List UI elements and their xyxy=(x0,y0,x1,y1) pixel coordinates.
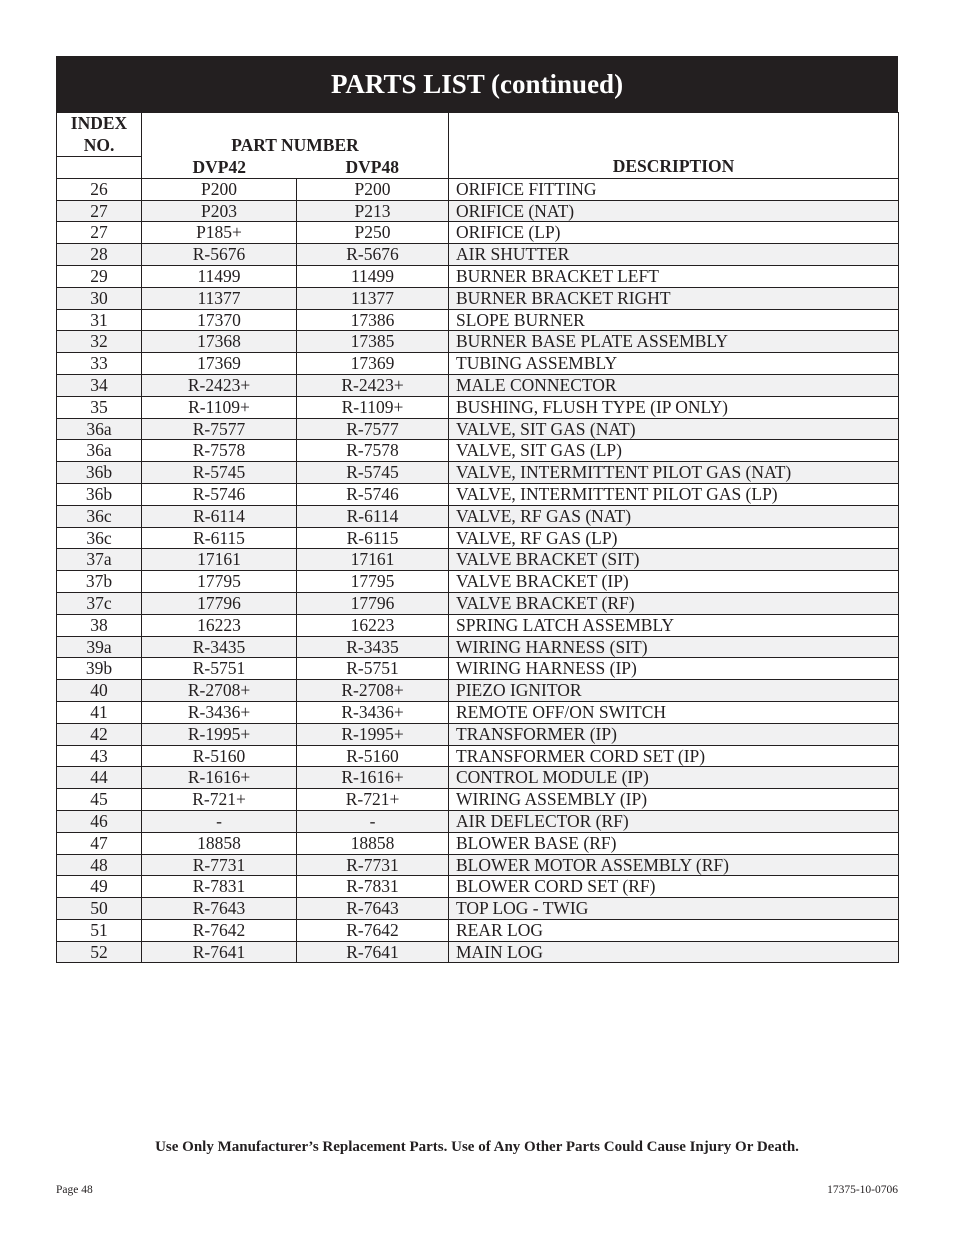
dvp48-part-cell: R-1995+ xyxy=(297,723,449,745)
dvp48-part-cell: R-7578 xyxy=(297,440,449,462)
index-cell: 39b xyxy=(57,658,142,680)
table-row xyxy=(57,483,899,505)
index-cell: 38 xyxy=(57,614,142,636)
dvp42-part-cell: R-5746 xyxy=(142,483,297,505)
dvp48-part-cell: R-7643 xyxy=(297,898,449,920)
index-cell: 35 xyxy=(57,396,142,418)
table-row xyxy=(57,265,899,287)
dvp42-part-cell: P203 xyxy=(142,200,297,222)
table-row xyxy=(57,636,899,658)
dvp48-part-cell: R-7641 xyxy=(297,941,449,963)
dvp48-part-cell: 17161 xyxy=(297,549,449,571)
dvp48-part-cell: 17795 xyxy=(297,571,449,593)
dvp42-part-cell: R-7831 xyxy=(142,876,297,898)
index-cell: 39a xyxy=(57,636,142,658)
header-row xyxy=(57,113,899,157)
index-cell: 32 xyxy=(57,331,142,353)
dvp42-part-cell: R-7643 xyxy=(142,898,297,920)
dvp48-part-cell: R-5751 xyxy=(297,658,449,680)
description-cell: BLOWER BASE (RF) xyxy=(449,832,899,854)
description-cell: AIR DEFLECTOR (RF) xyxy=(449,810,899,832)
index-cell: 37c xyxy=(57,592,142,614)
dvp42-part-cell: R-1995+ xyxy=(142,723,297,745)
dvp42-part-cell: R-6115 xyxy=(142,527,297,549)
dvp42-part-cell: R-7731 xyxy=(142,854,297,876)
table-row xyxy=(57,353,899,375)
table-row xyxy=(57,789,899,811)
dvp42-part-cell: R-5751 xyxy=(142,658,297,680)
dvp42-part-cell: R-2423+ xyxy=(142,374,297,396)
dvp48-part-cell: P213 xyxy=(297,200,449,222)
table-row xyxy=(57,832,899,854)
page-title: PARTS LIST (continued) xyxy=(56,56,898,112)
dvp42-part-cell: R-3435 xyxy=(142,636,297,658)
dvp48-part-cell: R-7642 xyxy=(297,919,449,941)
index-cell: 40 xyxy=(57,680,142,702)
table-row xyxy=(57,331,899,353)
table-row xyxy=(57,222,899,244)
index-cell: 36a xyxy=(57,440,142,462)
dvp48-part-cell: 18858 xyxy=(297,832,449,854)
description-cell: ORIFICE (LP) xyxy=(449,222,899,244)
dvp42-part-cell: R-721+ xyxy=(142,789,297,811)
description-cell: BURNER BASE PLATE ASSEMBLY xyxy=(449,331,899,353)
table-row xyxy=(57,244,899,266)
table-row xyxy=(57,440,899,462)
table-row xyxy=(57,941,899,963)
description-cell: VALVE BRACKET (RF) xyxy=(449,592,899,614)
dvp42-part-cell: R-5745 xyxy=(142,462,297,484)
description-cell: VALVE, RF GAS (LP) xyxy=(449,527,899,549)
document-number: 17375-10-0706 xyxy=(827,1184,898,1196)
dvp42-part-cell: R-7642 xyxy=(142,919,297,941)
dvp42-part-cell: R-5676 xyxy=(142,244,297,266)
dvp42-part-cell: R-5160 xyxy=(142,745,297,767)
index-cell: 36a xyxy=(57,418,142,440)
index-cell: 37a xyxy=(57,549,142,571)
dvp42-part-cell: 17796 xyxy=(142,592,297,614)
dvp42-part-cell: R-7641 xyxy=(142,941,297,963)
description-cell: VALVE, INTERMITTENT PILOT GAS (NAT) xyxy=(449,462,899,484)
table-row xyxy=(57,592,899,614)
description-cell: ORIFICE FITTING xyxy=(449,178,899,200)
table-row xyxy=(57,549,899,571)
description-cell: WIRING HARNESS (SIT) xyxy=(449,636,899,658)
dvp48-part-cell: 17386 xyxy=(297,309,449,331)
table-row xyxy=(57,723,899,745)
dvp42-part-cell: P185+ xyxy=(142,222,297,244)
description-cell: MALE CONNECTOR xyxy=(449,374,899,396)
table-row xyxy=(57,200,899,222)
description-header: DESCRIPTION xyxy=(449,113,899,179)
index-cell: 49 xyxy=(57,876,142,898)
description-cell: VALVE, SIT GAS (LP) xyxy=(449,440,899,462)
index-subheader-blank xyxy=(57,157,142,179)
index-cell: 37b xyxy=(57,571,142,593)
description-cell: VALVE, RF GAS (NAT) xyxy=(449,505,899,527)
model-dvp42-header: DVP42 xyxy=(142,157,297,179)
dvp42-part-cell: - xyxy=(142,810,297,832)
table-row xyxy=(57,309,899,331)
dvp48-part-cell: R-7831 xyxy=(297,876,449,898)
description-cell: VALVE, SIT GAS (NAT) xyxy=(449,418,899,440)
description-cell: ORIFICE (NAT) xyxy=(449,200,899,222)
dvp48-part-cell: 17369 xyxy=(297,353,449,375)
index-cell: 31 xyxy=(57,309,142,331)
table-row xyxy=(57,287,899,309)
dvp42-part-cell: R-3436+ xyxy=(142,701,297,723)
description-cell: AIR SHUTTER xyxy=(449,244,899,266)
dvp48-part-cell: R-1616+ xyxy=(297,767,449,789)
dvp48-part-cell: P200 xyxy=(297,178,449,200)
description-cell: BLOWER CORD SET (RF) xyxy=(449,876,899,898)
description-cell: REMOTE OFF/ON SWITCH xyxy=(449,701,899,723)
dvp48-part-cell: 17796 xyxy=(297,592,449,614)
table-row xyxy=(57,745,899,767)
dvp48-part-cell: R-6114 xyxy=(297,505,449,527)
index-cell: 50 xyxy=(57,898,142,920)
table-row xyxy=(57,614,899,636)
dvp42-part-cell: R-2708+ xyxy=(142,680,297,702)
index-cell: 36c xyxy=(57,505,142,527)
table-row xyxy=(57,571,899,593)
index-cell: 36b xyxy=(57,462,142,484)
dvp48-part-cell: 11377 xyxy=(297,287,449,309)
table-row xyxy=(57,767,899,789)
description-cell: TRANSFORMER CORD SET (IP) xyxy=(449,745,899,767)
dvp48-part-cell: R-2708+ xyxy=(297,680,449,702)
description-cell: MAIN LOG xyxy=(449,941,899,963)
parts-table-body xyxy=(57,178,899,963)
description-cell: REAR LOG xyxy=(449,919,899,941)
table-row xyxy=(57,876,899,898)
description-cell: BLOWER MOTOR ASSEMBLY (RF) xyxy=(449,854,899,876)
description-cell: BURNER BRACKET RIGHT xyxy=(449,287,899,309)
dvp48-part-cell: R-5746 xyxy=(297,483,449,505)
index-cell: 27 xyxy=(57,222,142,244)
index-cell: 46 xyxy=(57,810,142,832)
description-cell: VALVE BRACKET (SIT) xyxy=(449,549,899,571)
index-cell: 52 xyxy=(57,941,142,963)
dvp48-part-cell: R-6115 xyxy=(297,527,449,549)
dvp48-part-cell: R-721+ xyxy=(297,789,449,811)
dvp42-part-cell: 16223 xyxy=(142,614,297,636)
index-cell: 47 xyxy=(57,832,142,854)
table-row xyxy=(57,680,899,702)
index-cell: 30 xyxy=(57,287,142,309)
dvp42-part-cell: R-6114 xyxy=(142,505,297,527)
description-cell: TUBING ASSEMBLY xyxy=(449,353,899,375)
model-dvp48-header: DVP48 xyxy=(297,157,449,179)
description-cell: WIRING ASSEMBLY (IP) xyxy=(449,789,899,811)
index-cell: 36b xyxy=(57,483,142,505)
dvp42-part-cell: 18858 xyxy=(142,832,297,854)
dvp42-part-cell: R-7578 xyxy=(142,440,297,462)
dvp48-part-cell: R-1109+ xyxy=(297,396,449,418)
dvp48-part-cell: R-7731 xyxy=(297,854,449,876)
table-row xyxy=(57,701,899,723)
table-row xyxy=(57,418,899,440)
dvp48-part-cell: - xyxy=(297,810,449,832)
description-cell: VALVE, INTERMITTENT PILOT GAS (LP) xyxy=(449,483,899,505)
index-cell: 29 xyxy=(57,265,142,287)
table-row xyxy=(57,462,899,484)
table-row xyxy=(57,374,899,396)
table-row xyxy=(57,505,899,527)
description-cell: TOP LOG - TWIG xyxy=(449,898,899,920)
description-cell: SPRING LATCH ASSEMBLY xyxy=(449,614,899,636)
index-cell: 34 xyxy=(57,374,142,396)
description-cell: PIEZO IGNITOR xyxy=(449,680,899,702)
table-row xyxy=(57,396,899,418)
description-cell: SLOPE BURNER xyxy=(449,309,899,331)
dvp48-part-cell: R-3435 xyxy=(297,636,449,658)
dvp42-part-cell: R-1109+ xyxy=(142,396,297,418)
dvp42-part-cell: 17369 xyxy=(142,353,297,375)
index-cell: 42 xyxy=(57,723,142,745)
dvp42-part-cell: 17795 xyxy=(142,571,297,593)
index-cell: 51 xyxy=(57,919,142,941)
table-row xyxy=(57,527,899,549)
dvp42-part-cell: 11377 xyxy=(142,287,297,309)
description-cell: WIRING HARNESS (IP) xyxy=(449,658,899,680)
dvp48-part-cell: P250 xyxy=(297,222,449,244)
index-cell: 36c xyxy=(57,527,142,549)
index-cell: 27 xyxy=(57,200,142,222)
table-row xyxy=(57,898,899,920)
index-cell: 43 xyxy=(57,745,142,767)
index-cell: 45 xyxy=(57,789,142,811)
dvp48-part-cell: 17385 xyxy=(297,331,449,353)
dvp42-part-cell: 11499 xyxy=(142,265,297,287)
description-cell: CONTROL MODULE (IP) xyxy=(449,767,899,789)
index-cell: 44 xyxy=(57,767,142,789)
description-cell: TRANSFORMER (IP) xyxy=(449,723,899,745)
dvp42-part-cell: 17370 xyxy=(142,309,297,331)
parts-table xyxy=(56,112,899,963)
index-cell: 41 xyxy=(57,701,142,723)
index-cell: 26 xyxy=(57,178,142,200)
table-row xyxy=(57,919,899,941)
description-cell: BUSHING, FLUSH TYPE (IP ONLY) xyxy=(449,396,899,418)
table-row xyxy=(57,854,899,876)
index-cell: 28 xyxy=(57,244,142,266)
description-cell: VALVE BRACKET (IP) xyxy=(449,571,899,593)
part-number-header: PART NUMBER xyxy=(142,113,449,157)
dvp48-part-cell: R-5676 xyxy=(297,244,449,266)
table-row xyxy=(57,658,899,680)
replacement-parts-warning: Use Only Manufacturer’s Replacement Parts. Use of Any Other Parts Could Cause Injury Or Death. xyxy=(155,1139,799,1155)
dvp42-part-cell: R-1616+ xyxy=(142,767,297,789)
table-row xyxy=(57,178,899,200)
description-cell: BURNER BRACKET LEFT xyxy=(449,265,899,287)
index-cell: 33 xyxy=(57,353,142,375)
dvp48-part-cell: R-7577 xyxy=(297,418,449,440)
dvp42-part-cell: 17161 xyxy=(142,549,297,571)
dvp42-part-cell: R-7577 xyxy=(142,418,297,440)
dvp48-part-cell: R-5160 xyxy=(297,745,449,767)
page-number: Page 48 xyxy=(56,1184,93,1196)
table-row xyxy=(57,810,899,832)
dvp42-part-cell: P200 xyxy=(142,178,297,200)
dvp42-part-cell: 17368 xyxy=(142,331,297,353)
dvp48-part-cell: 16223 xyxy=(297,614,449,636)
dvp48-part-cell: R-3436+ xyxy=(297,701,449,723)
dvp48-part-cell: R-5745 xyxy=(297,462,449,484)
dvp48-part-cell: R-2423+ xyxy=(297,374,449,396)
index-header: INDEX NO. xyxy=(57,113,142,157)
index-cell: 48 xyxy=(57,854,142,876)
dvp48-part-cell: 11499 xyxy=(297,265,449,287)
